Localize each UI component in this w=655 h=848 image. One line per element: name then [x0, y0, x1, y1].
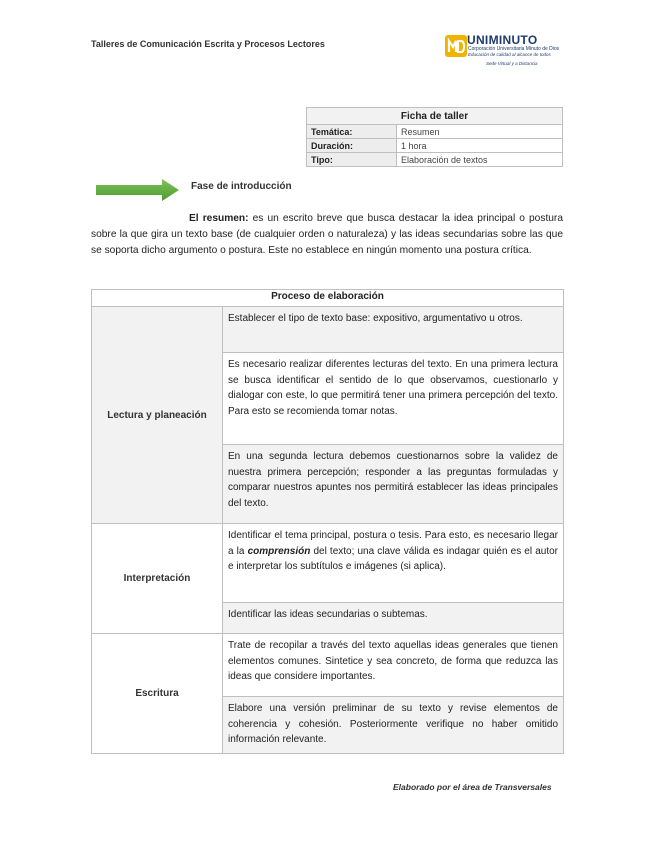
stage-interpretacion: Interpretación [92, 524, 223, 634]
green-arrow-icon [96, 178, 180, 202]
ficha-table [306, 107, 563, 167]
step-cell: Trate de recopilar a través del texto aquellas ideas generales que tienen elementos comunes. Sintetice y sea concreto, de forma que reduzca las ideas que considere importantes. [223, 634, 564, 697]
ficha-value: Resumen [397, 125, 563, 139]
footer-credit: Elaborado por el área de Transversales [393, 782, 552, 792]
step-cell: Establecer el tipo de texto base: expositivo, argumentativo u otros. [223, 307, 564, 353]
logo-name: UNIMINUTO [467, 33, 538, 47]
ficha-row [307, 125, 563, 139]
step-text: del texto; una clave válida es indagar quién es el autor e interpretar los subtítulos e imágenes (si aplica). [228, 545, 558, 572]
proceso-table [91, 289, 564, 754]
intro-term: El resumen: [189, 213, 249, 224]
step-emphasis: comprensión [247, 545, 311, 557]
step-cell: Es necesario realizar diferentes lecturas del texto. En una primera lectura se busca identificar el sentido de lo que observamos, cuestionarlo y dialogar con este, lo que permitirá tener una primera percepción del texto. Para esto se recomienda tomar notas. [223, 353, 564, 445]
intro-paragraph [91, 211, 563, 259]
proceso-title: Proceso de elaboración [92, 290, 564, 307]
ficha-row [307, 153, 563, 167]
intro-text: es un escrito breve que busca destacar la idea principal o postura sobre la que gira un texto base (de cualquier orden o naturaleza) y las ideas secundarias sobre las que se soporta dicho argumento o postura. Este no establece en ningún momento una postura crítica. [91, 213, 563, 256]
uniminuto-emblem-icon [445, 35, 467, 57]
step-cell: Elabore una versión preliminar de su texto y revise elementos de coherencia y cohesión. Posteriormente verifique no haber omitido información relevante. [223, 697, 564, 754]
ficha-label: Duración: [307, 139, 397, 153]
stage-escritura: Escritura [92, 634, 223, 754]
ficha-label: Tipo: [307, 153, 397, 167]
step-text: Identificar el tema principal, postura o tesis. Para esto, es necesario llegar a la [228, 530, 558, 557]
table-row [92, 634, 564, 697]
logo-sede: Sede Virtual y a Distancia [486, 61, 538, 66]
ficha-value: Elaboración de textos [397, 153, 563, 167]
ficha-title: Ficha de taller [307, 108, 563, 125]
step-cell: Identificar las ideas secundarias o subtemas. [223, 603, 564, 634]
ficha-row [307, 139, 563, 153]
document-header-title: Talleres de Comunicación Escrita y Procesos Lectores [91, 39, 325, 49]
table-row [92, 307, 564, 353]
step-cell: En una segunda lectura debemos cuestionarnos sobre la validez de nuestra primera percepción; responder a las preguntas formuladas y comparar nuestros apuntes nos permitirá establecer las ideas principales del texto. [223, 445, 564, 524]
ficha-label: Temática: [307, 125, 397, 139]
ficha-value: 1 hora [397, 139, 563, 153]
step-cell [223, 524, 564, 603]
logo-subtitle: Corporación Universitaria Minuto de Dios [468, 46, 560, 52]
stage-lectura: Lectura y planeación [92, 307, 223, 524]
phase-label: Fase de introducción [191, 181, 292, 192]
uniminuto-logo [445, 33, 565, 69]
logo-tagline: Educación de calidad al alcance de todos [468, 52, 551, 57]
table-row [92, 524, 564, 603]
